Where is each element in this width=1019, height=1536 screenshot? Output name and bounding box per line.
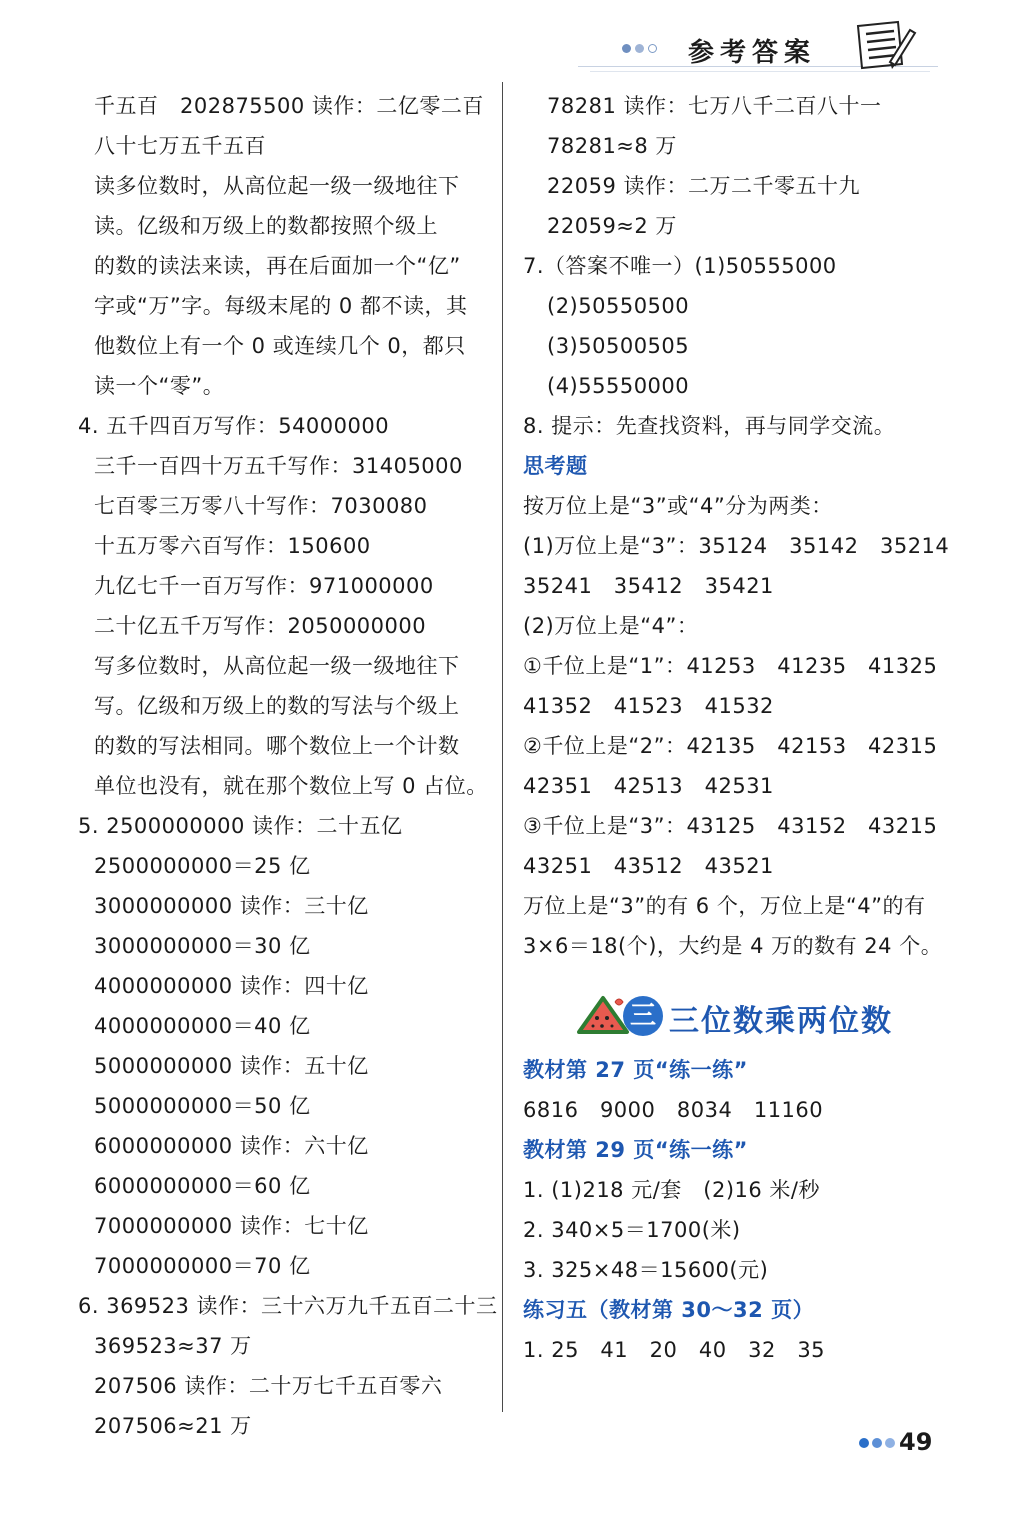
answer-line: 2. 340×5＝1700(米) bbox=[523, 1218, 741, 1242]
answer-line: ①千位上是“1”：41253 41235 41325 bbox=[523, 654, 938, 678]
answer-line: 按万位上是“3”或“4”分为两类： bbox=[523, 494, 833, 518]
answer-item-4: 4. 五千四百万写作：54000000 bbox=[78, 414, 390, 438]
answer-line: 5000000000 读作：五十亿 bbox=[94, 1054, 369, 1078]
answer-line: (2)万位上是“4”： bbox=[523, 614, 699, 638]
answer-line: 读。亿级和万级上的数都按照个级上 bbox=[94, 214, 438, 238]
answer-line: 43251 43512 43521 bbox=[523, 854, 774, 878]
answer-line: 1. (1)218 元/套 (2)16 米/秒 bbox=[523, 1178, 821, 1202]
exercise5-heading: 练习五（教材第 30～32 页） bbox=[523, 1298, 815, 1322]
answer-line: 207506 读作：二十万七千五百零六 bbox=[94, 1374, 443, 1398]
footer-dots bbox=[859, 1438, 895, 1448]
answer-line: (2)50550500 bbox=[547, 294, 690, 318]
answer-line: ③千位上是“3”：43125 43152 43215 bbox=[523, 814, 938, 838]
answer-line: 七百零三万零八十写作：7030080 bbox=[94, 494, 428, 518]
answer-line: (3)50500505 bbox=[547, 334, 690, 358]
answer-line: 写。亿级和万级上的数的写法与个级上 bbox=[94, 694, 460, 718]
section-title: 三位数乘两位数 bbox=[669, 1004, 893, 1039]
answer-line: 6000000000＝60 亿 bbox=[94, 1174, 311, 1198]
answer-item-7: 7.（答案不唯一）(1)50555000 bbox=[523, 254, 837, 278]
answer-line: 22059 读作：二万二千零五十九 bbox=[547, 174, 860, 198]
answer-line: 5000000000＝50 亿 bbox=[94, 1094, 311, 1118]
answer-line: 读一个“零”。 bbox=[94, 374, 225, 398]
answer-line: 单位也没有，就在那个数位上写 0 占位。 bbox=[94, 774, 488, 798]
answer-line: 的数的写法相同。哪个数位上一个计数 bbox=[94, 734, 460, 758]
section-banner bbox=[523, 966, 943, 1050]
answer-line: 2500000000＝25 亿 bbox=[94, 854, 311, 878]
section-number: 三 bbox=[623, 996, 663, 1036]
page-header bbox=[0, 0, 1019, 80]
answer-line: 4000000000＝40 亿 bbox=[94, 1014, 311, 1038]
answer-line: 3000000000 读作：三十亿 bbox=[94, 894, 369, 918]
answer-line: 7000000000 读作：七十亿 bbox=[94, 1214, 369, 1238]
answer-line: 42351 42513 42531 bbox=[523, 774, 774, 798]
page-number: 49 bbox=[899, 1428, 933, 1456]
answer-line: 3. 325×48＝15600(元) bbox=[523, 1258, 769, 1282]
page-footer bbox=[855, 1424, 935, 1464]
answer-line: 7000000000＝70 亿 bbox=[94, 1254, 311, 1278]
answer-line: 3×6＝18(个)，大约是 4 万的数有 24 个。 bbox=[523, 934, 943, 958]
answer-line: 4000000000 读作：四十亿 bbox=[94, 974, 369, 998]
answer-line: (1)万位上是“3”：35124 35142 35214 bbox=[523, 534, 950, 558]
answer-line: 读多位数时，从高位起一级一级地往下 bbox=[94, 174, 460, 198]
answer-line: 369523≈37 万 bbox=[94, 1334, 252, 1358]
answer-line: 3000000000＝30 亿 bbox=[94, 934, 311, 958]
answer-line: 三千一百四十万五千写作：31405000 bbox=[94, 454, 463, 478]
pencil-notepad-icon bbox=[848, 18, 918, 76]
answer-line: 十五万零六百写作：150600 bbox=[94, 534, 371, 558]
left-column bbox=[78, 86, 498, 1446]
answer-line: 字或“万”字。每级末尾的 0 都不读，其 bbox=[94, 294, 468, 318]
answer-line: 6000000000 读作：六十亿 bbox=[94, 1134, 369, 1158]
answer-line: 78281 读作：七万八千二百八十一 bbox=[547, 94, 882, 118]
answer-line: ②千位上是“2”：42135 42153 42315 bbox=[523, 734, 938, 758]
answer-line: 他数位上有一个 0 或连续几个 0，都只 bbox=[94, 334, 466, 358]
answer-line: (4)55550000 bbox=[547, 374, 690, 398]
header-dots bbox=[622, 44, 657, 53]
answer-line: 22059≈2 万 bbox=[547, 214, 677, 238]
page29-heading: 教材第 29 页“练一练” bbox=[523, 1138, 748, 1162]
answer-line: 万位上是“3”的有 6 个，万位上是“4”的有 bbox=[523, 894, 926, 918]
answer-item-6: 6. 369523 读作：三十六万九千五百二十三 bbox=[78, 1294, 498, 1318]
page27-heading: 教材第 27 页“练一练” bbox=[523, 1058, 748, 1082]
answer-line: 写多位数时，从高位起一级一级地往下 bbox=[94, 654, 460, 678]
answer-line: 千五百 202875500 读作：二亿零二百 bbox=[94, 94, 484, 118]
answer-line: 二十亿五千万写作：2050000000 bbox=[94, 614, 427, 638]
header-title: 参考答案 bbox=[688, 38, 817, 68]
answer-line: 6816 9000 8034 11160 bbox=[523, 1098, 824, 1122]
answer-line: 78281≈8 万 bbox=[547, 134, 677, 158]
answer-item-8: 8. 提示：先查找资料，再与同学交流。 bbox=[523, 414, 896, 438]
answer-line: 35241 35412 35421 bbox=[523, 574, 774, 598]
answer-line: 九亿七千一百万写作：971000000 bbox=[94, 574, 434, 598]
column-divider bbox=[502, 82, 503, 1412]
answer-line: 的数的读法来读，再在后面加一个“亿” bbox=[94, 254, 461, 278]
think-heading: 思考题 bbox=[523, 454, 588, 478]
right-column bbox=[523, 86, 950, 1370]
answer-item-5: 5. 2500000000 读作：二十五亿 bbox=[78, 814, 403, 838]
answer-line: 八十七万五千五百 bbox=[94, 134, 266, 158]
answer-line: 41352 41523 41532 bbox=[523, 694, 774, 718]
answer-line: 207506≈21 万 bbox=[94, 1414, 252, 1438]
answer-line: 1. 25 41 20 40 32 35 bbox=[523, 1338, 826, 1362]
